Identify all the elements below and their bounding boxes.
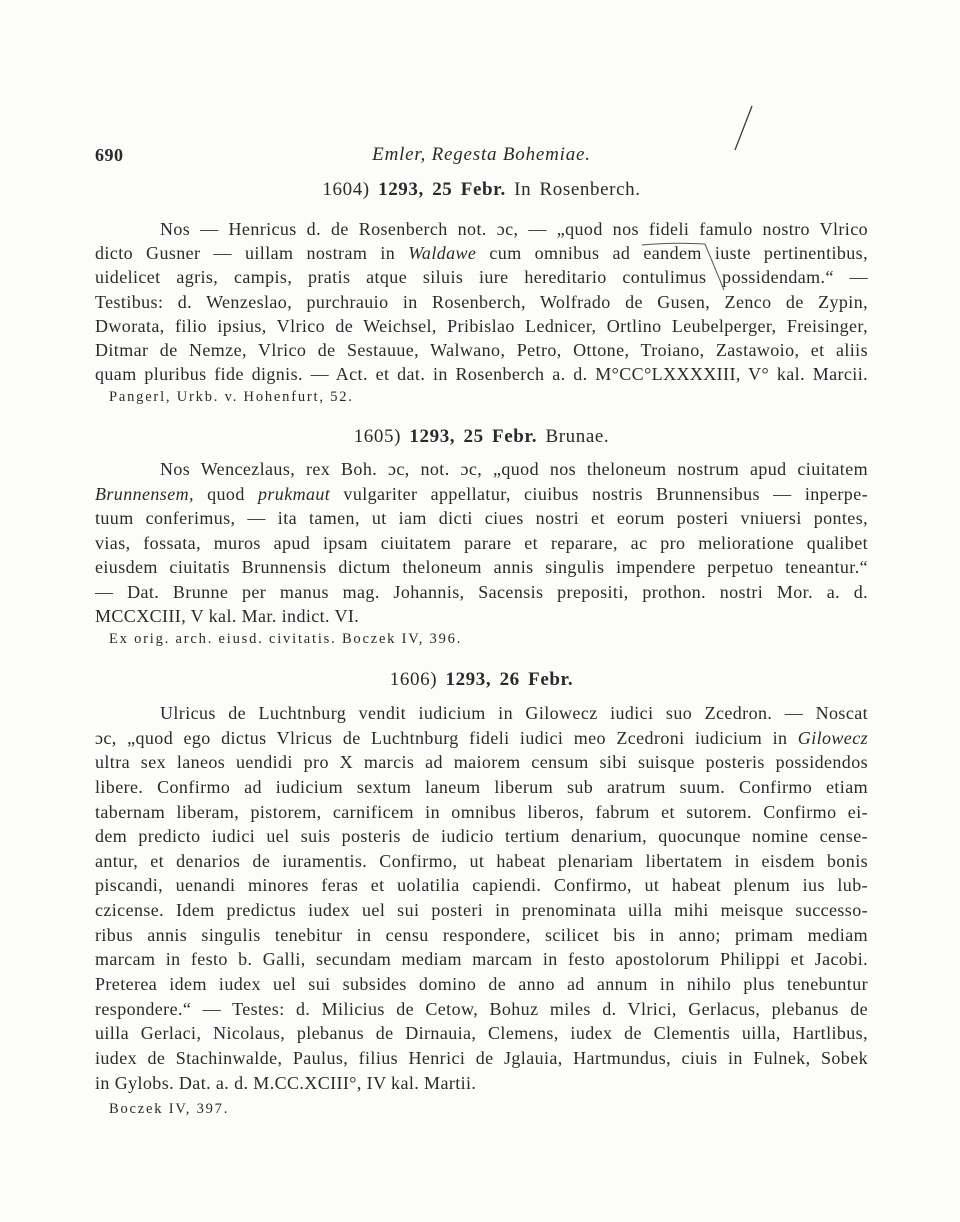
text-run: Ditmar de Nemze, Vlrico de Sestauue, Walwano, Petro, Ottone, Troiano, Zastawoio, et aliis bbox=[95, 339, 868, 360]
text-line bbox=[95, 290, 868, 314]
entry-number: 1605) bbox=[353, 426, 402, 447]
entry-place: In Rosenberch. bbox=[514, 179, 641, 200]
regest-entry-1606 bbox=[95, 668, 868, 1119]
text-run: czicense. Idem predictus iudex uel sui posteri in prenominata uilla mihi meisque successo- bbox=[95, 900, 868, 921]
text-run: uilla Gerlaci, Nicolaus, plebanus de Dirnauia, Clemens, iudex de Clementis uilla, Hartlibus, bbox=[95, 1023, 868, 1044]
text-line bbox=[95, 972, 868, 997]
source-citation: Ex orig. arch. eiusd. civitatis. Boczek IV, 396. bbox=[109, 631, 463, 647]
text-line bbox=[95, 923, 868, 948]
text-run: — Dat. Brunne per manus mag. Johannis, Sacensis prepositi, prothon. nostri Mor. a. d. bbox=[95, 581, 868, 602]
text-run: ribus annis singulis tenebitur in censu respondere, scilicet bis in anno; primam mediam bbox=[95, 924, 868, 945]
text-run: quod bbox=[193, 483, 258, 504]
text-line bbox=[95, 701, 868, 726]
text-line bbox=[95, 241, 868, 265]
text-line bbox=[95, 800, 868, 825]
text-run: ultra sex laneos uendidi pro X marcis ad maiorem censum sibi suisque posteris possidendos bbox=[95, 752, 868, 773]
text-line bbox=[95, 750, 868, 775]
entry-heading bbox=[95, 425, 868, 449]
entry-heading bbox=[95, 668, 868, 692]
text-line bbox=[95, 506, 868, 531]
source-citation: Boczek IV, 397. bbox=[109, 1100, 230, 1117]
entry-number: 1606) bbox=[389, 669, 438, 690]
text-run: Ulricus de Luchtnburg vendit iudicium in Gilowecz iudici suo Zcedron. — Noscat bbox=[160, 703, 868, 723]
page-number: 690 bbox=[95, 145, 124, 165]
italic-text-run: Gilowecz bbox=[797, 727, 868, 748]
text-line bbox=[95, 824, 868, 849]
text-run: Testibus: d. Wenzeslao, purchrauio in Rosenberch, Wolfrado de Gusen, Zenco de Zypin, bbox=[95, 291, 868, 312]
entry-date: 1293, 25 Febr. bbox=[378, 179, 506, 200]
text-line bbox=[95, 580, 868, 605]
italic-text-run: Brunnensem, bbox=[95, 483, 194, 504]
text-line bbox=[95, 1021, 868, 1046]
regest-entry-1605 bbox=[95, 425, 868, 649]
source-citation: Pangerl, Urkb. v. Hohenfurt, 52. bbox=[109, 388, 354, 405]
text-run: cum omnibus ad eandem iuste pertinentibus, bbox=[476, 243, 868, 264]
text-line bbox=[95, 555, 868, 580]
italic-text-run: Waldawe bbox=[408, 243, 477, 264]
running-head bbox=[95, 143, 868, 167]
text-run: tabernam liberam, pistorem, carnificem in omnibus liberos, fabrum et sutorem. Confirmo ei- bbox=[95, 801, 868, 822]
text-line bbox=[95, 726, 868, 751]
text-line bbox=[95, 457, 868, 482]
entry-date: 1293, 25 Febr. bbox=[409, 426, 538, 447]
text-run: Nos Wencezlaus, rex Boh. ɔc, not. ɔc, „quod nos theloneum nostrum apud ciuitatem bbox=[160, 459, 868, 479]
text-line bbox=[95, 898, 868, 923]
text-line bbox=[95, 217, 868, 241]
text-run: vias, fossata, muros apud ipsam ciuitatem parare et reparare, ac pro melioratione qualibet bbox=[95, 532, 868, 553]
entry-text bbox=[95, 457, 868, 629]
text-run: antur, et denarios de iuramentis. Confirmo, ut habeat plenariam libertatem in eisdem bonis bbox=[95, 850, 868, 871]
text-run: Nos — Henricus d. de Rosenberch not. ɔc, — „quod nos fideli famulo nostro Vlrico bbox=[160, 219, 868, 239]
text-line bbox=[95, 1071, 868, 1096]
text-run: eiusdem ciuitatis Brunnensis dictum theloneum annis singulis impendere perpetuo teneantur.“ bbox=[95, 557, 868, 577]
text-line bbox=[95, 531, 868, 556]
text-run: dicto Gusner — uillam nostram in bbox=[95, 243, 409, 264]
text-line bbox=[95, 997, 868, 1022]
text-run: piscandi, uenandi minores feras et uolatilia capiendi. Confirmo, ut habeat plenum ius lub- bbox=[95, 875, 868, 896]
entry-text bbox=[95, 701, 868, 1095]
text-line bbox=[95, 362, 868, 386]
entry-place: Brunae. bbox=[545, 426, 610, 447]
italic-text-run: prukmaut bbox=[257, 483, 331, 504]
text-line bbox=[95, 947, 868, 972]
text-run: quam pluribus fide dignis. — Act. et dat. in Rosenberch a. d. M°CC°LXXXXIII, V° kal. Marcii. bbox=[95, 364, 868, 385]
text-line bbox=[95, 1046, 868, 1071]
text-run: libere. Confirmo ad iudicium sextum laneum liberum sub aratrum suum. Confirmo etiam bbox=[95, 776, 868, 797]
text-run: uidelicet agris, campis, pratis atque siluis iure hereditario contulimus possidendam.“ — bbox=[95, 267, 868, 288]
text-line bbox=[95, 482, 868, 507]
text-line bbox=[95, 849, 868, 874]
text-run: marcam in festo b. Galli, secundam mediam marcam in festo apostolorum Philippi et Jacobi. bbox=[95, 949, 868, 970]
text-line bbox=[95, 314, 868, 338]
text-run: Dworata, filio ipsius, Vlrico de Weichsel, Pribislao Lednicer, Ortlino Leubelperger, Freisinger, bbox=[95, 315, 868, 336]
text-run: tuum conferimus, — ita tamen, ut iam dicti ciues nostri et eorum posteri vniuersi pontes, bbox=[95, 508, 868, 528]
regest-entry-1604 bbox=[95, 178, 868, 407]
text-line bbox=[95, 604, 868, 629]
text-run: iudex de Stachinwalde, Paulus, filius Henrici de Jglauia, Hartmundus, ciuis in Fulnek, Sobek bbox=[95, 1047, 868, 1068]
entry-text bbox=[95, 217, 868, 386]
text-run: MCCXCIII, V kal. Mar. indict. VI. bbox=[95, 606, 360, 626]
entry-heading bbox=[95, 178, 868, 202]
entry-date: 1293, 26 Febr. bbox=[445, 669, 574, 690]
text-run: vulgariter appellatur, ciuibus nostris Brunnensibus — inperpe- bbox=[330, 483, 868, 504]
text-line bbox=[95, 873, 868, 898]
text-run: dem predicto iudici uel suis posteris de iudicio tertium denarium, quocunque nomine cense- bbox=[95, 826, 868, 847]
text-run: respondere.“ — Testes: d. Milicius de Cetow, Bohuz miles d. Vlrici, Gerlacus, plebanus de bbox=[95, 998, 868, 1019]
entry-number: 1604) bbox=[322, 179, 370, 200]
text-run: in Gylobs. Dat. a. d. M.CC.XCIII°, IV kal. Martii. bbox=[95, 1072, 477, 1093]
text-line bbox=[95, 265, 868, 289]
running-title: Emler, Regesta Bohemiae. bbox=[372, 144, 591, 165]
text-line bbox=[95, 338, 868, 362]
text-run: Preterea idem iudex uel sui subsides domino de anno ad annum in nihilo plus tenebuntur bbox=[95, 974, 868, 995]
text-line bbox=[95, 775, 868, 800]
text-run: ɔc, „quod ego dictus Vlricus de Luchtnburg fideli iudici meo Zcedroni iudicium in bbox=[95, 727, 798, 748]
